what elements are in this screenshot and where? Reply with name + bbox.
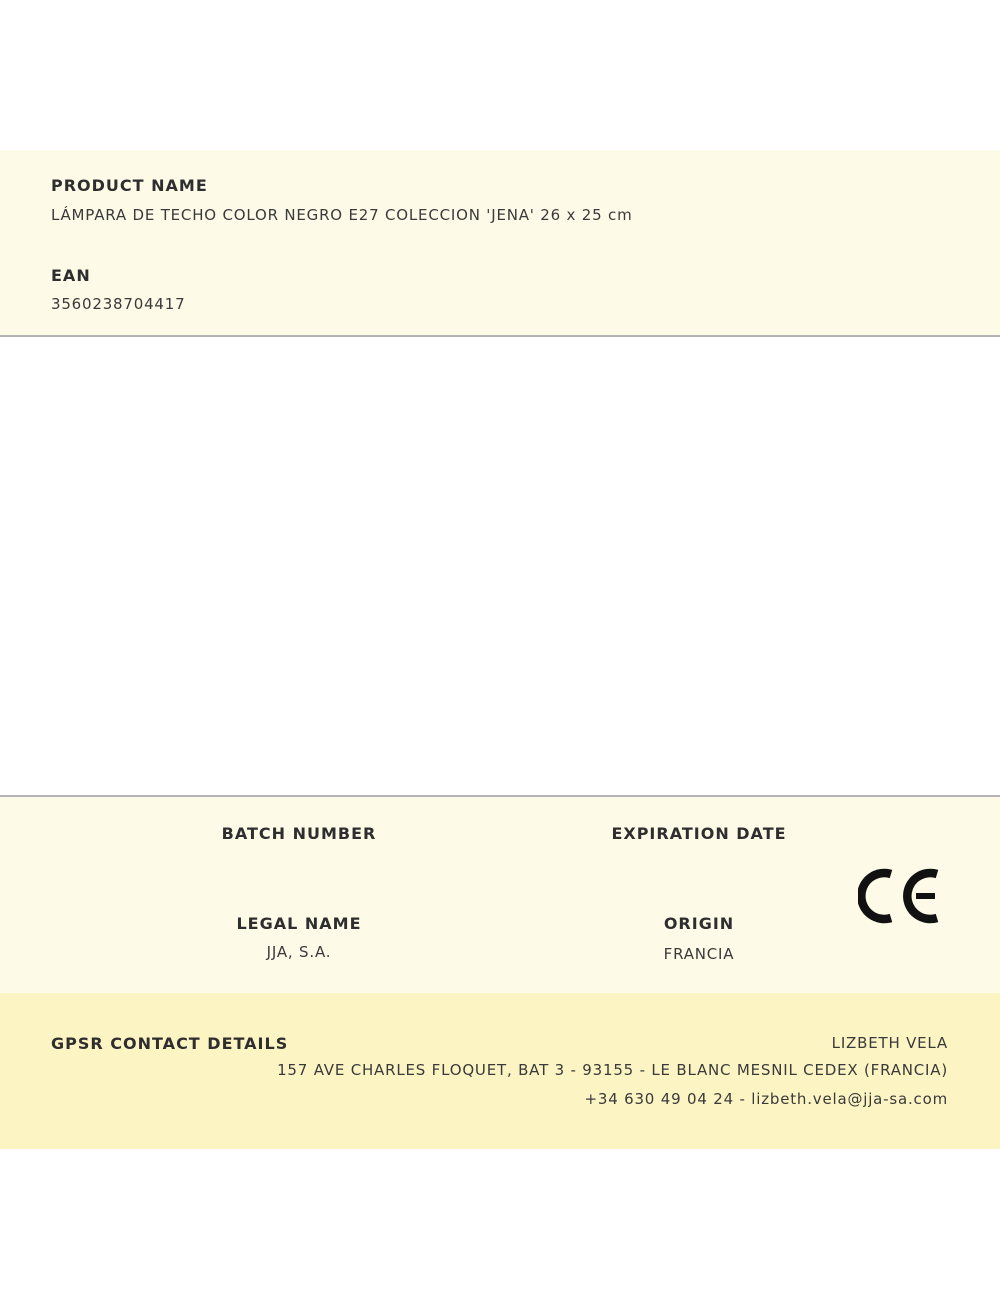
product-name-value: LÁMPARA DE TECHO COLOR NEGRO E27 COLECCION 'JENA' 26 x 25 cm <box>51 206 633 224</box>
contact-phone-email: +34 630 49 04 24 - lizbeth.vela@jja-sa.com <box>584 1090 948 1108</box>
origin-value: FRANCIA <box>663 945 735 963</box>
gpsr-contact-label: GPSR CONTACT DETAILS <box>51 1034 289 1053</box>
expiration-date-label: EXPIRATION DATE <box>611 824 787 843</box>
batch-number-label: BATCH NUMBER <box>221 824 377 843</box>
ean-label: EAN <box>51 266 91 285</box>
ean-value: 3560238704417 <box>51 295 186 313</box>
ce-mark-icon <box>858 865 942 927</box>
product-name-label: PRODUCT NAME <box>51 176 208 195</box>
origin-label: ORIGIN <box>663 914 735 933</box>
legal-name-label: LEGAL NAME <box>236 914 362 933</box>
legal-name-value: JJA, S.A. <box>266 943 332 961</box>
contact-address: 157 AVE CHARLES FLOQUET, BAT 3 - 93155 - LE BLANC MESNIL CEDEX (FRANCIA) <box>277 1061 948 1079</box>
contact-name: LIZBETH VELA <box>831 1034 948 1052</box>
